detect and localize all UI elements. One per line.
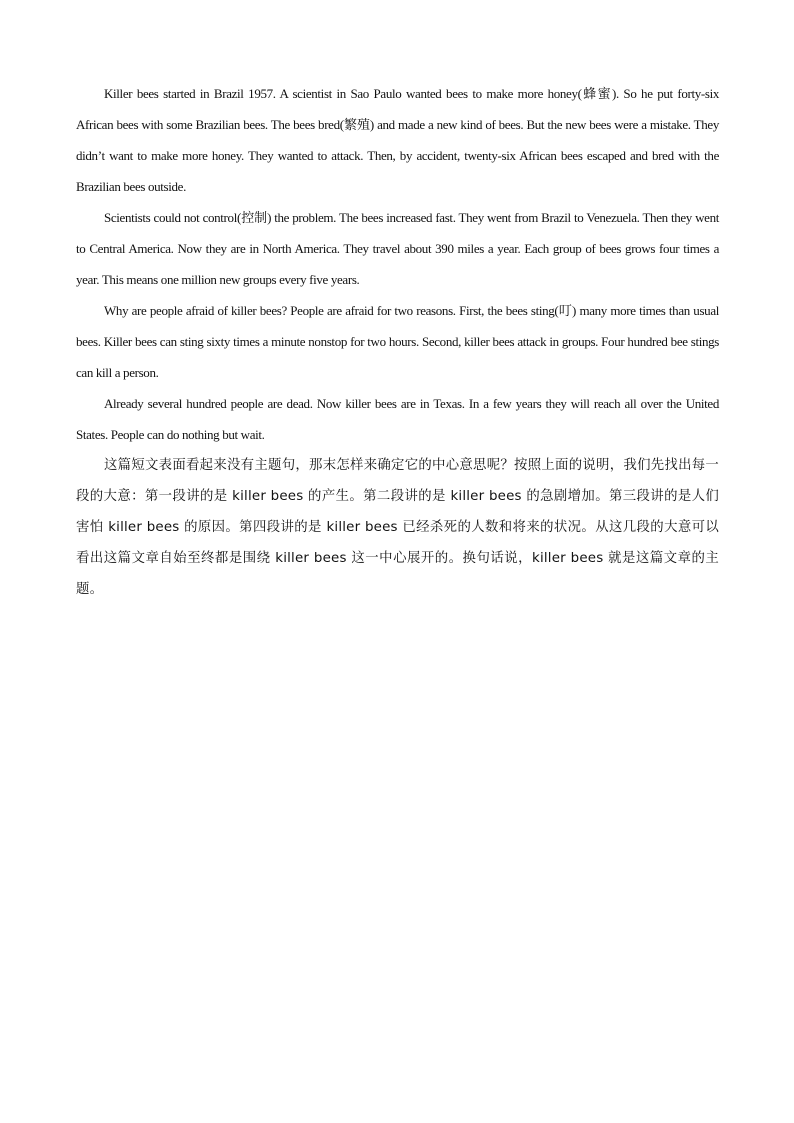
paragraph-analysis: 这篇短文表面看起来没有主题句，那末怎样来确定它的中心意思呢？按照上面的说明，我们先找出每一段的大意：第一段讲的是 killer bees 的产生。第二段讲的是 killer bees 的急剧增加。第三段讲的是人们害怕 killer bees 的原因。第四段讲的是 killer bees 已经杀死的人数和将来的状况。从这几段的大意可以看出这篇文章自始至终都是围绕 killer bees 这一中心展开的。换句话说，killer bees 就是这篇文章的主题。 [76, 458, 719, 597]
paragraph-spread: Scientists could not control(控制) the problem. The bees increased fast. They went from Brazil to Venezuela. Then they went to Central America. Now they are in North America. They travel about 390 miles a year. Each group of bees grows four times a year. This means one million new groups every five years. [76, 210, 719, 287]
document-body [76, 78, 719, 605]
paragraph-outlook: Already several hundred people are dead. Now killer bees are in Texas. In a few years they will reach all over the United States. People can do nothing but wait. [76, 396, 719, 442]
paragraph-fear: Why are people afraid of killer bees? People are afraid for two reasons. First, the bees sting(叮) many more times than usual bees. Killer bees can sting sixty times a minute nonstop for two hours. Second, killer bees attack in groups. Four hundred bee stings can kill a person. [76, 303, 719, 380]
paragraph-origin: Killer bees started in Brazil 1957. A scientist in Sao Paulo wanted bees to make more honey(蜂蜜). So he put forty-six African bees with some Brazilian bees. The bees bred(繁殖) and made a new kind of bees. But the new bees were a mistake. They didn’t want to make more honey. They wanted to attack. Then, by accident, twenty-six African bees escaped and bred with the Brazilian bees outside. [76, 86, 719, 194]
